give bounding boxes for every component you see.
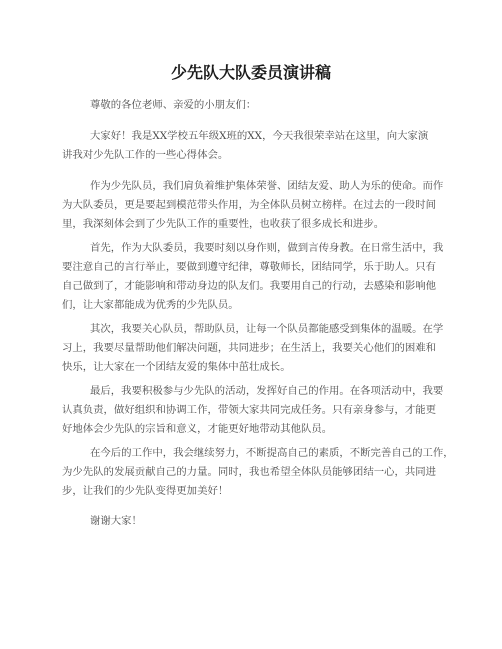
paragraph-2-line-2: 为大队委员，更是要起到模范带头作用，为全体队员树立榜样。在过去的一段时间 — [62, 199, 437, 211]
paragraph-3-line-3: 自己做到了，才能影响和带动身边的队友们。我要用自己的行动，去感染和影响他 — [62, 280, 437, 292]
paragraph-3-line-2: 要注意自己的言行举止，要做到遵守纪律，尊敬师长，团结同学，乐于助人。只有 — [62, 261, 437, 273]
paragraph-1-line-2: 讲我对少先队工作的一些心得体会。 — [62, 149, 229, 161]
closing: 谢谢大家！ — [90, 515, 142, 527]
paragraph-2-line-1: 作为少先队员，我们肩负着维护集体荣誉、团结友爱、助人为乐的使命。而作 — [90, 180, 444, 192]
paragraph-4-line-2: 习上，我要尽量帮助他们解决问题，共同进步；在生活上，我要关心他们的困难和 — [62, 342, 437, 354]
paragraph-5-line-1: 最后，我要积极参与少先队的活动，发挥好自己的作用。在各项活动中，我要 — [90, 385, 444, 397]
paragraph-3-line-4: 们，让大家都能成为优秀的少先队员。 — [62, 299, 239, 311]
paragraph-3-line-1: 首先，作为大队委员，我要时刻以身作则，做到言传身教。在日常生活中，我 — [90, 242, 444, 254]
paragraph-4-line-3: 快乐，让大家在一个团结友爱的集体中茁壮成长。 — [62, 361, 291, 373]
paragraph-1-line-1: 大家好！我是XX学校五年级X班的XX，今天我很荣幸站在这里，向大家演 — [90, 130, 429, 142]
paragraph-4-line-1: 其次，我要关心队员，帮助队员，让每一个队员都能感受到集体的温暖。在学 — [90, 323, 444, 335]
paragraph-6-line-1: 在今后的工作中，我会继续努力，不断提高自己的素质，不断完善自己的工作， — [90, 447, 454, 459]
paragraph-2-line-3: 里，我深刻体会到了少先队工作的重要性，也收获了很多成长和进步。 — [62, 218, 385, 230]
paragraph-5-line-3: 好地体会少先队的宗旨和意义，才能更好地带动其他队员。 — [62, 423, 333, 435]
paragraph-6-line-3: 步，让我们的少先队变得更加美好！ — [62, 485, 229, 497]
paragraph-5-line-2: 认真负责，做好组织和协调工作，带领大家共同完成任务。只有亲身参与，才能更 — [62, 404, 437, 416]
page-title: 少先队大队委员演讲稿 — [170, 63, 331, 82]
salutation: 尊敬的各位老师、亲爱的小朋友们： — [90, 99, 257, 111]
paragraph-6-line-2: 为少先队的发展贡献自己的力量。同时，我也希望全体队员能够团结一心，共同进 — [62, 466, 437, 478]
